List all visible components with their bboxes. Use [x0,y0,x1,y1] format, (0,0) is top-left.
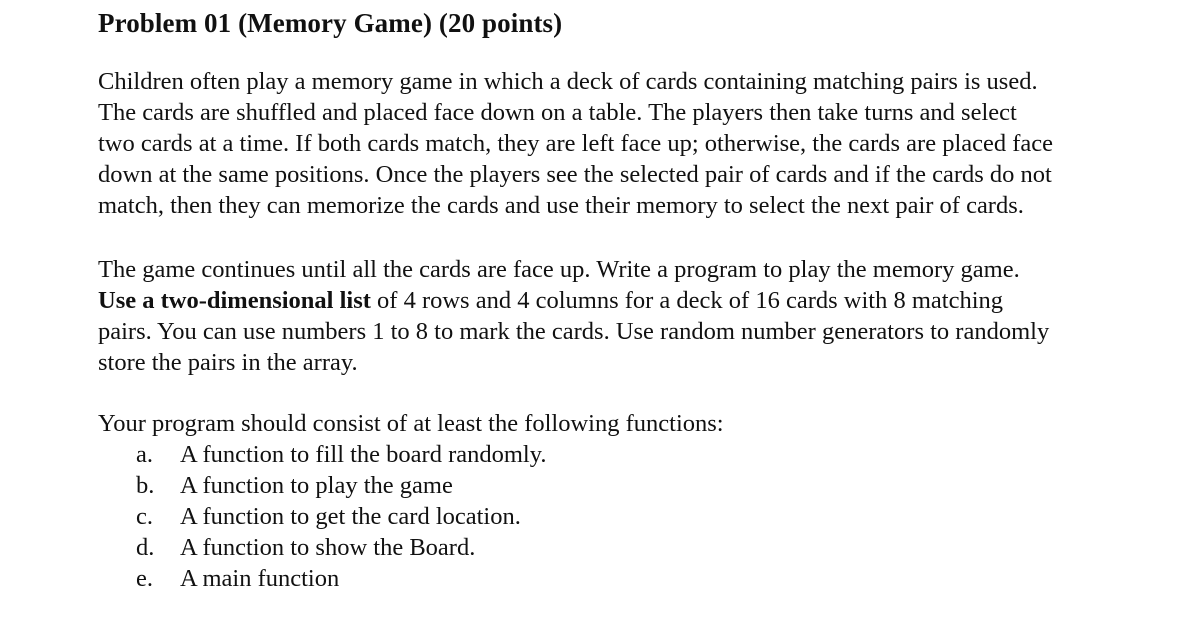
list-item-text: A function to play the game [180,472,453,499]
paragraph-line: down at the same positions. Once the players see the selected pair of cards and if the cards do not [98,161,1052,188]
list-marker: e. [136,565,153,592]
list-item [136,501,547,532]
paragraph-line: pairs. You can use numbers 1 to 8 to mark the cards. Use random number generators to randomly [98,318,1050,345]
list-item [136,470,547,501]
paragraph-line: store the pairs in the array. [98,349,358,376]
paragraph-line: The game continues until all the cards are face up. Write a program to play the memory game. [98,256,1020,283]
list-item [136,532,547,563]
list-item-text: A main function [180,565,340,592]
list-marker: a. [136,441,153,468]
problem-title: Problem 01 (Memory Game) (20 points) [98,8,563,38]
list-item [136,439,547,470]
requirements-paragraph [98,254,1049,378]
list-marker: b. [136,472,155,499]
paragraph-line: Children often play a memory game in which a deck of cards containing matching pairs is used. [98,68,1038,95]
list-item-text: A function to get the card location. [180,503,521,530]
paragraph-line: match, then they can memorize the cards and use their memory to select the next pair of cards. [98,192,1024,219]
paragraph-line-rest: of 4 rows and 4 columns for a deck of 16 cards with 8 matching [370,287,1004,314]
paragraph-line [98,285,1049,316]
bold-emphasis: Use a two-dimensional list [98,287,371,314]
list-marker: c. [136,503,153,530]
list-item-text: A function to show the Board. [180,534,476,561]
list-item [136,563,547,594]
intro-paragraph [98,66,1053,221]
list-item-text: A function to fill the board randomly. [180,441,547,468]
list-marker: d. [136,534,155,561]
functions-list [136,439,547,594]
functions-intro: Your program should consist of at least the following functions: [98,410,724,437]
paragraph-line: The cards are shuffled and placed face down on a table. The players then take turns and select [98,99,1017,126]
paragraph-line: two cards at a time. If both cards match, they are left face up; otherwise, the cards are placed face [98,130,1054,157]
